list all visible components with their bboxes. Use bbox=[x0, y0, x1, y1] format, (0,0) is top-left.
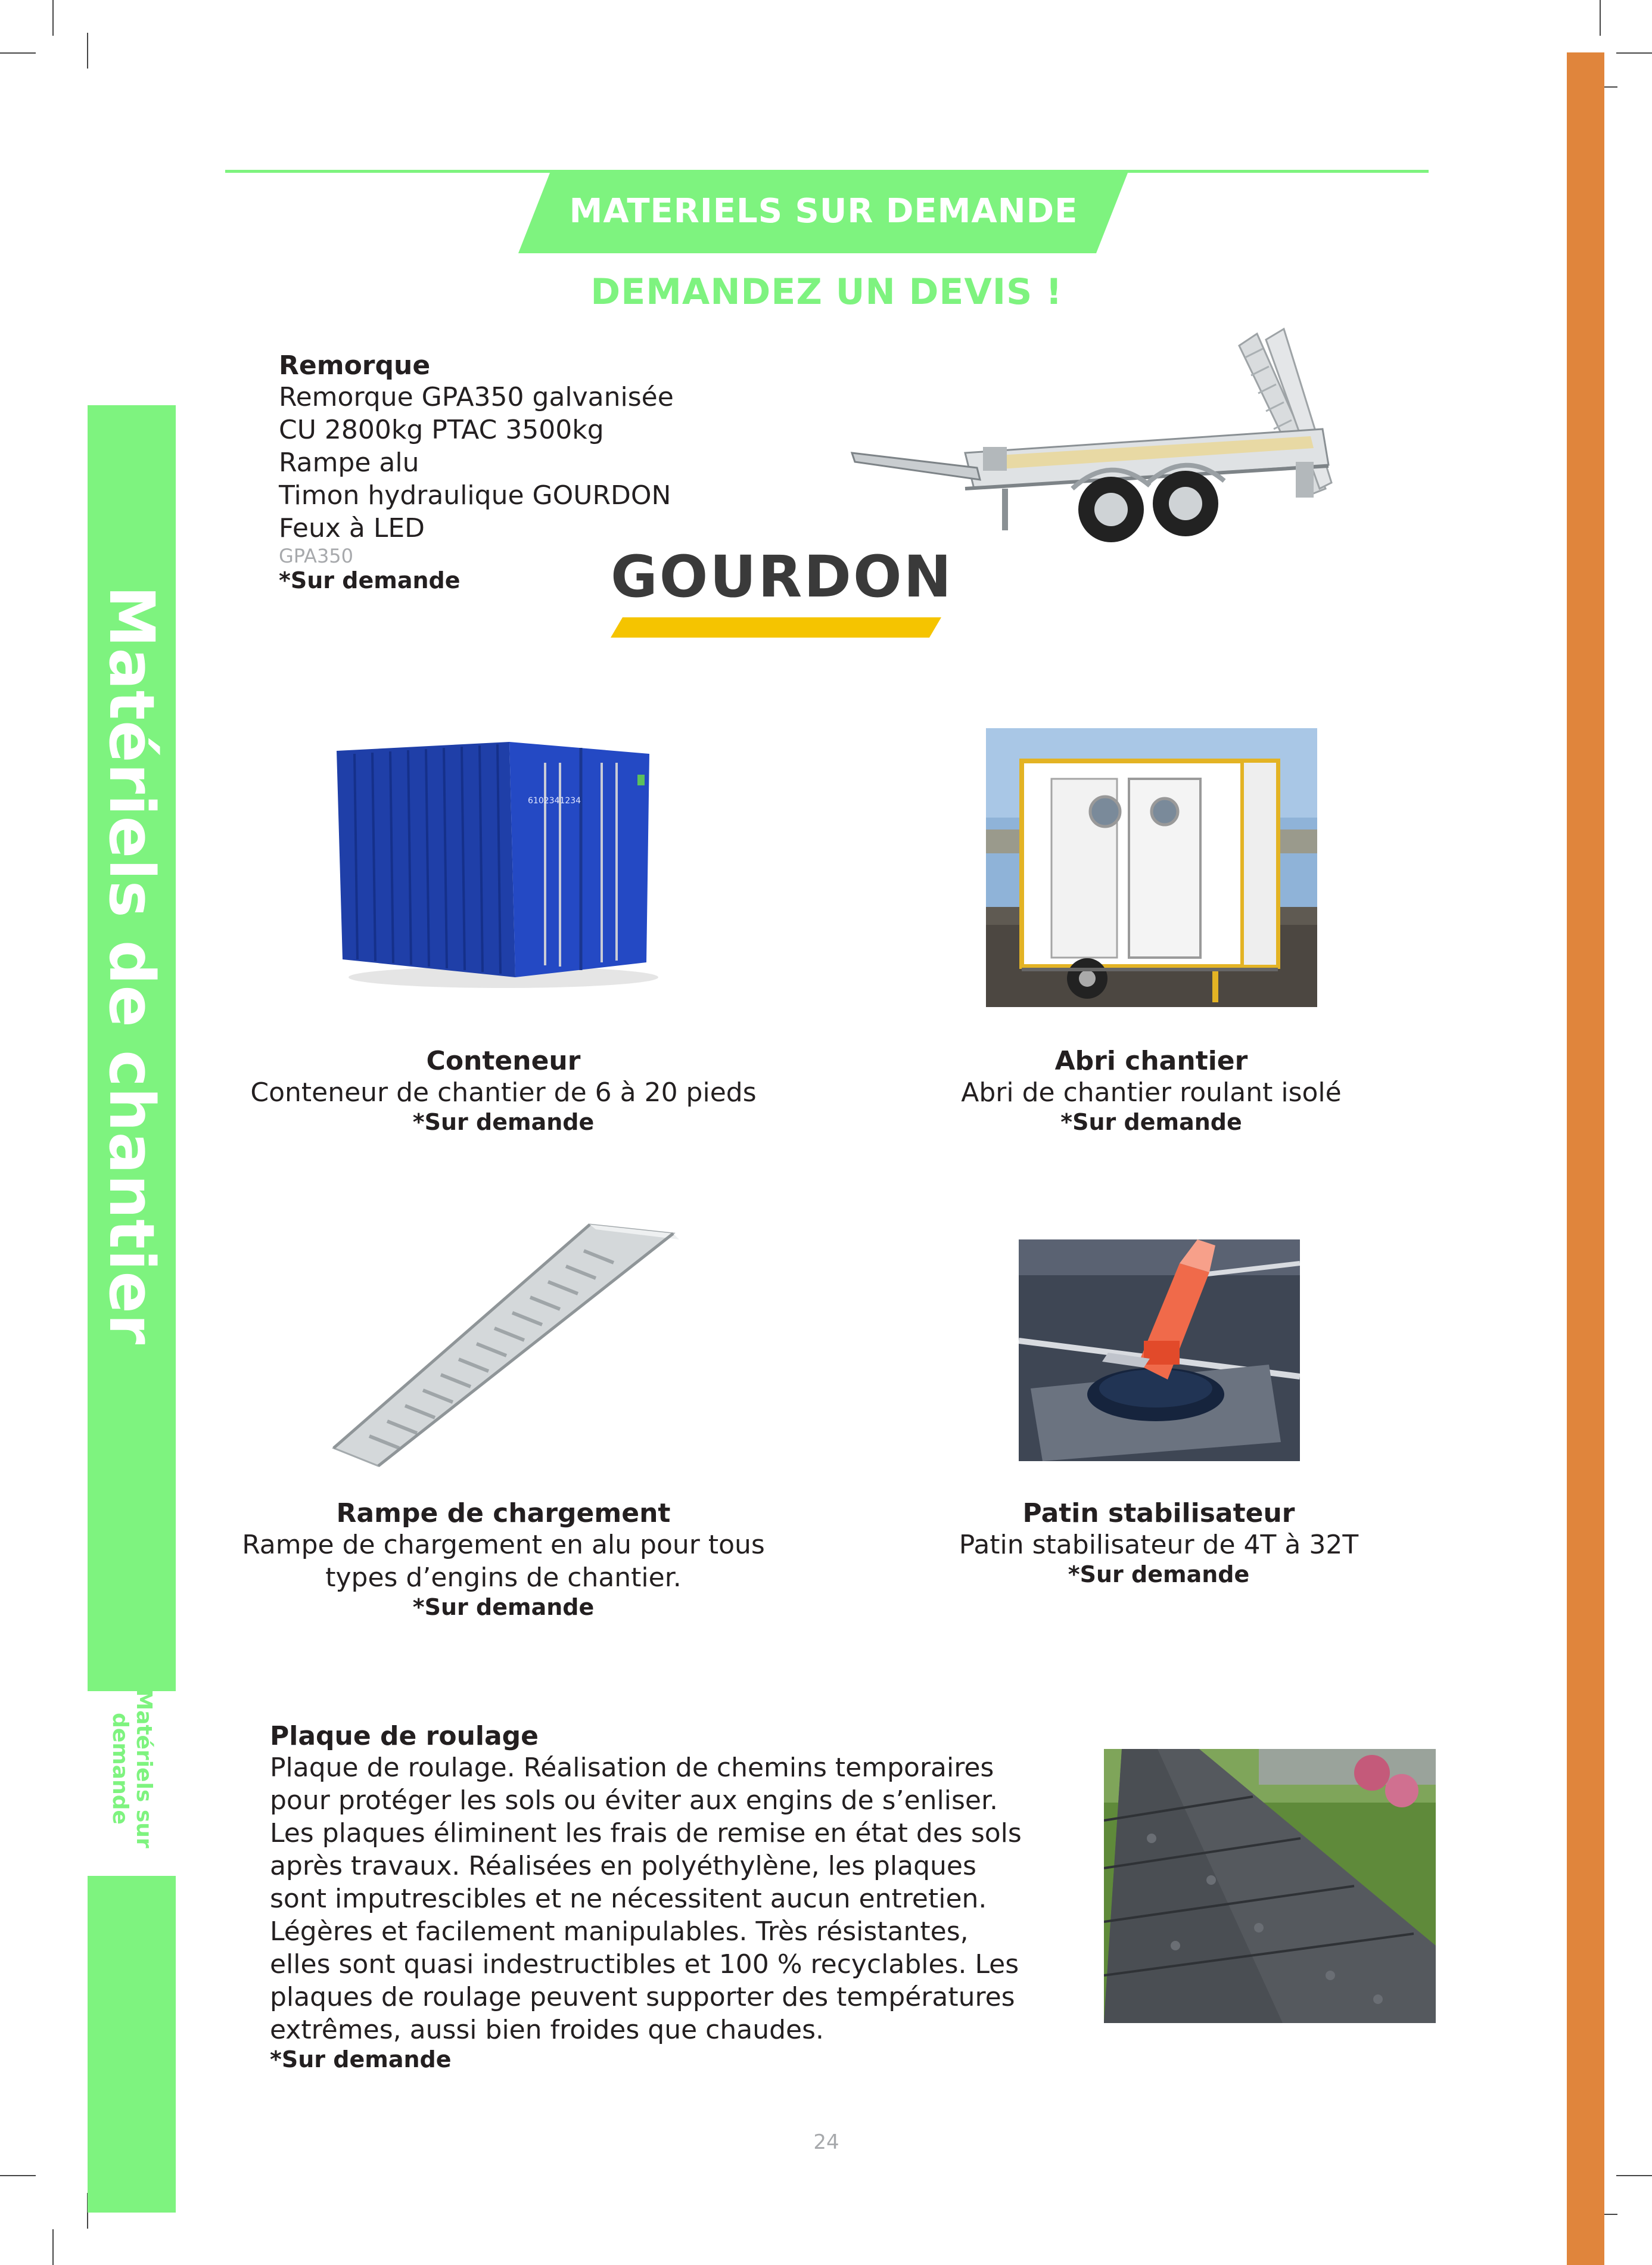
conteneur-block bbox=[226, 1046, 780, 1135]
rampe-note: *Sur demande bbox=[412, 1594, 595, 1620]
abri-desc: Abri de chantier roulant isolé bbox=[961, 1077, 1342, 1108]
loading-ramp-image bbox=[322, 1213, 679, 1469]
conteneur-desc: Conteneur de chantier de 6 à 20 pieds bbox=[250, 1077, 757, 1108]
crop-mark bbox=[1616, 52, 1652, 54]
plaque-line: après travaux. Réalisées en polyéthylène, les plaques bbox=[270, 1851, 976, 1881]
rampe-title: Rampe de chargement bbox=[336, 1498, 671, 1528]
crop-mark bbox=[87, 33, 88, 69]
remorque-line: Remorque GPA350 galvanisée bbox=[279, 382, 674, 412]
orange-edge-band bbox=[1567, 52, 1604, 2265]
quote-heading: DEMANDEZ UN DEVIS ! bbox=[590, 271, 1063, 313]
crop-mark bbox=[52, 2229, 54, 2265]
crop-mark bbox=[0, 2175, 36, 2176]
remorque-title: Remorque bbox=[279, 350, 431, 381]
plaque-line: sont imputrescibles et ne nécessitent aucun entretien. bbox=[270, 1884, 987, 1914]
site-shelter-image bbox=[986, 728, 1317, 1007]
plaque-line: pour protéger les sols ou éviter aux engins de s’enliser. bbox=[270, 1785, 998, 1816]
trailer-image bbox=[846, 310, 1334, 560]
gourdon-logo-swoosh bbox=[611, 614, 950, 644]
crop-mark bbox=[0, 52, 36, 54]
crop-mark bbox=[1600, 0, 1601, 36]
header-banner-text: MATERIELS SUR DEMANDE bbox=[569, 192, 1078, 231]
remorque-line: Timon hydraulique GOURDON bbox=[279, 480, 671, 511]
remorque-note: *Sur demande bbox=[279, 567, 461, 594]
sidebar-band-lower bbox=[88, 1876, 176, 2213]
abri-note: *Sur demande bbox=[1060, 1109, 1242, 1135]
gourdon-logo bbox=[611, 543, 953, 636]
plaque-line: plaques de roulage peuvent supporter des températures bbox=[270, 1982, 1015, 2012]
patin-desc: Patin stabilisateur de 4T à 32T bbox=[959, 1530, 1359, 1560]
container-image bbox=[331, 739, 664, 989]
abri-title: Abri chantier bbox=[1054, 1046, 1248, 1076]
conteneur-title: Conteneur bbox=[426, 1046, 581, 1076]
remorque-line: Rampe alu bbox=[279, 448, 419, 478]
plaque-line: elles sont quasi indestructibles et 100 % recyclables. Les bbox=[270, 1949, 1019, 1980]
plaque-line: extrêmes, aussi bien froides que chaudes. bbox=[270, 2015, 824, 2045]
plaque-line: Plaque de roulage. Réalisation de chemins temporaires bbox=[270, 1753, 994, 1783]
plaque-title: Plaque de roulage bbox=[270, 1721, 539, 1751]
stabilizer-pad-image bbox=[1019, 1239, 1300, 1461]
rampe-desc: Rampe de chargement en alu pour tous bbox=[242, 1530, 765, 1560]
patin-block bbox=[914, 1498, 1403, 1587]
patin-note: *Sur demande bbox=[1068, 1561, 1250, 1587]
conteneur-note: *Sur demande bbox=[412, 1109, 595, 1135]
rampe-block bbox=[226, 1498, 780, 1620]
abri-block bbox=[914, 1046, 1388, 1135]
sidebar-title: Matériels de chantier bbox=[95, 585, 168, 1346]
ground-mat-image bbox=[1104, 1749, 1436, 2023]
crop-mark bbox=[52, 0, 54, 36]
container-plate: 6102341234 bbox=[528, 796, 581, 806]
remorque-line: CU 2800kg PTAC 3500kg bbox=[279, 415, 604, 445]
plaque-block bbox=[270, 1721, 1056, 2073]
crop-mark bbox=[1616, 2175, 1652, 2176]
gourdon-logo-text: GOURDON bbox=[611, 543, 953, 610]
page-number: 24 bbox=[813, 2130, 839, 2154]
remorque-ref: GPA350 bbox=[279, 545, 354, 567]
remorque-line: Feux à LED bbox=[279, 513, 425, 543]
plaque-line: Légères et facilement manipulables. Très résistantes, bbox=[270, 1916, 969, 1947]
sidebar-subtitle: Matériels sur demande bbox=[108, 1689, 156, 1848]
plaque-note: *Sur demande bbox=[270, 2046, 452, 2073]
rampe-desc: types d’engins de chantier. bbox=[325, 1562, 682, 1593]
patin-title: Patin stabilisateur bbox=[1022, 1498, 1295, 1528]
plaque-line: Les plaques éliminent les frais de remise en état des sols bbox=[270, 1818, 1022, 1848]
